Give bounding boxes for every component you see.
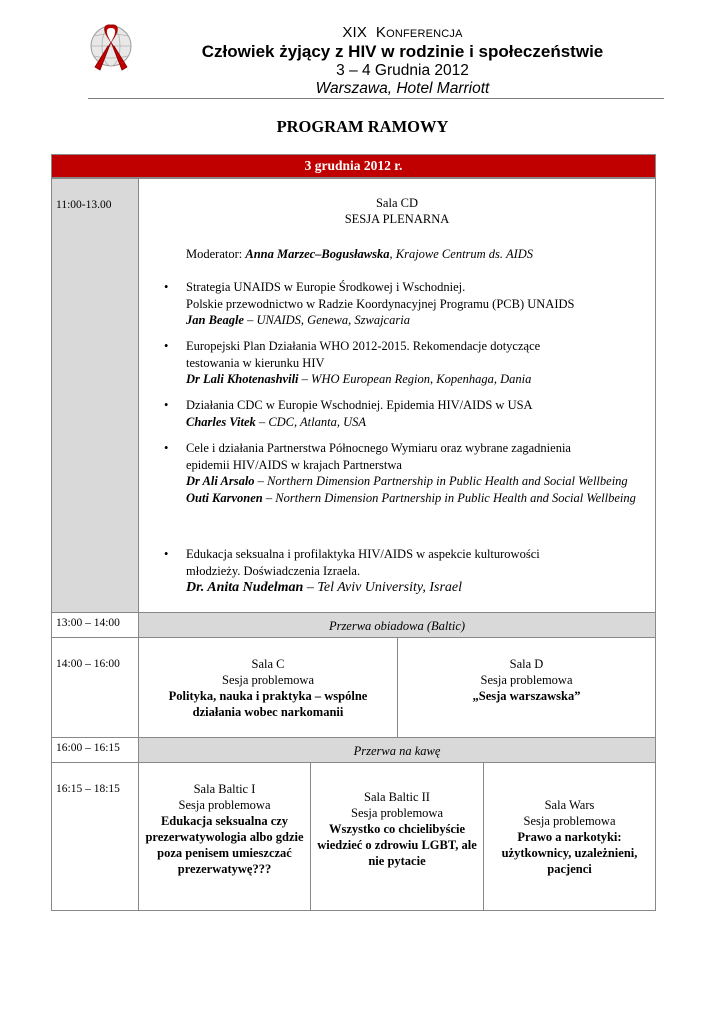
conference-date: 3 – 4 Grudnia 2012 [336,62,469,79]
coffee-break-cell: Przerwa na kawę [138,737,656,763]
red-ribbon-globe-icon [88,22,134,74]
time-cell-lunch: 13:00 – 14:00 [51,612,139,638]
session-baltic-2: Sala Baltic II Sesja problemowa Wszystko co chcielibyście wiedzieć o zdrowiu LGBT, ale nie pytacie [310,762,484,911]
plenary-room: Sala CD [375,196,418,210]
agenda-item: • Europejski Plan Działania WHO 2012-2015. Rekomendacje dotyczące testowania w kierunku HIV Dr Lali Khotenashvili – WHO European Region, Kopenhaga, Dania [164,339,541,386]
program-title: PROGRAM RAMOWY [276,117,449,136]
session-sala-c: Sala C Sesja problemowa Polityka, nauka i praktyka – wspólne działania wobec narkomanii [138,637,398,738]
agenda-item: • Działania CDC w Europie Wschodniej. Epidemia HIV/AIDS w USA Charles Vitek – CDC, Atlanta, USA [164,398,533,429]
conference-title: Człowiek żyjący z HIV w rodzinie i społeczeństwie [201,42,604,61]
session-sala-d: Sala D Sesja problemowa „Sesja warszawska” [397,637,656,738]
conference-place: Warszawa, Hotel Marriott [315,80,490,97]
agenda-item: • Edukacja seksualna i profilaktyka HIV/AIDS w aspekcie kulturowości młodzieży. Doświadczenia Izraela. Dr. Anita Nudelman – Tel Aviv University, Israel [164,547,540,595]
session-wars: Sala Wars Sesja problemowa Prawo a narkotyki: użytkownicy, uzależnieni, pacjenci [483,762,656,911]
agenda-item: • Cele i działania Partnerstwa Północnego Wymiaru oraz wybrane zagadnienia epidemii HIV/AIDS w krajach Partnerstwa Dr Ali Arsalo – Northern Dimension Partnership in Public Health and Social Wellbeing Outi Karvonen – Northern Dimension Partnership in Public Health and Social Wellbeing [164,441,636,505]
moderator-line: Moderator: Anna Marzec–Bogusławska, Krajowe Centrum ds. AIDS [186,247,534,261]
time-cell-block3: 16:15 – 18:15 [51,762,139,911]
agenda-item: • Strategia UNAIDS w Europie Środkowej i Wschodniej. Polskie przewodnictwo w Radzie Koordynacyjnej Programu (PCB) UNAIDS Jan Beagle – UNAIDS, Genewa, Szwajcaria [164,280,575,327]
time-cell-block2: 14:00 – 16:00 [51,637,139,738]
conference-number: XIX KONFERENCJA [342,24,463,41]
header-divider [88,98,664,99]
time-cell-plenary: 11:00-13.00 [51,178,139,613]
plenary-session-type: SESJA PLENARNA [344,212,450,226]
lunch-break-cell: Przerwa obiadowa (Baltic) [138,612,656,638]
time-cell-coffee: 16:00 – 16:15 [51,737,139,763]
day-band: 3 grudnia 2012 r. [51,154,656,178]
session-baltic-1: Sala Baltic I Sesja problemowa Edukacja seksualna czy prezerwatywologia albo gdzie poza penisem umieszczać prezerwatywę??? [138,762,311,911]
